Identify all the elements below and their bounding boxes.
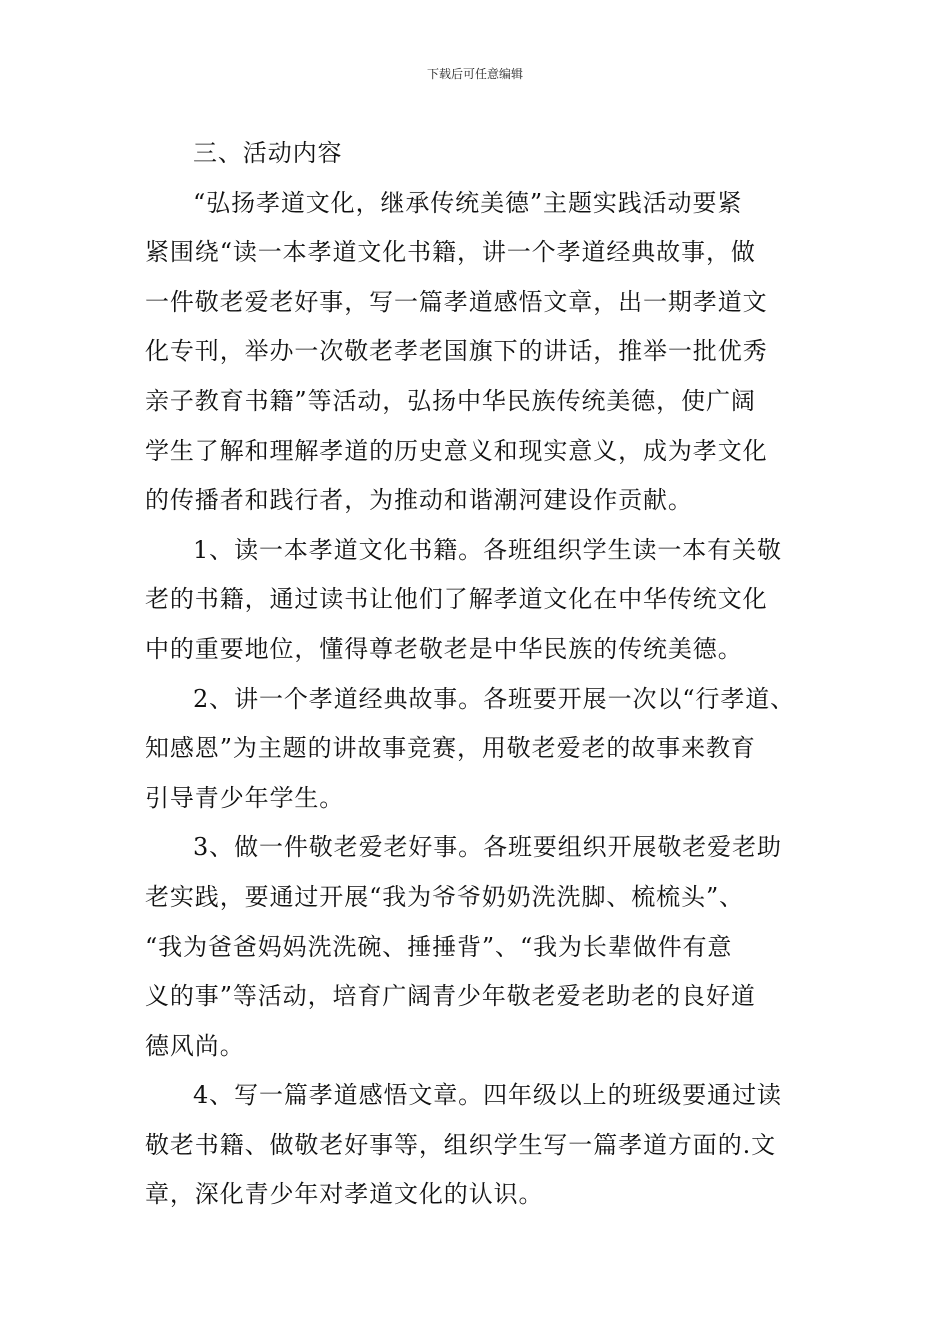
section-heading [145,129,810,179]
item-2-paragraph [145,675,810,824]
text-line: 紧围绕“读一本孝道文化书籍，讲一个孝道经典故事，做 [145,238,756,267]
page-header: 下载后可任意编辑 [426,67,523,81]
text-line: 引导青少年学生。 [145,783,345,812]
text-line: 中的重要地位，懂得尊老敬老是中华民族的传统美德。 [145,634,743,663]
text-line: 敬老书籍、做敬老好事等，组织学生写一篇孝道方面的.文 [145,1130,777,1159]
text-line: 学生了解和理解孝道的历史意义和现实意义，成为孝文化 [145,436,768,465]
item-1-paragraph [145,526,810,675]
text-line: 1、读一本孝道文化书籍。各班组织学生读一本有关敬 [193,535,782,564]
text-line: 一件敬老爱老好事，写一篇孝道感悟文章，出一期孝道文 [145,287,768,316]
item-3-paragraph [145,823,810,1071]
document-body [145,129,810,1220]
text-line: 亲子教育书籍”等活动，弘扬中华民族传统美德，使广阔 [145,386,756,415]
text-line: 的传播者和践行者，为推动和谐潮河建设作贡献。 [145,486,693,515]
text-line: 德风尚。 [145,1031,245,1060]
text-line: 4、写一篇孝道感悟文章。四年级以上的班级要通过读 [193,1081,782,1110]
text-line: “我为爸爸妈妈洗洗碗、捶捶背”、“我为长辈做件有意 [145,932,733,961]
text-line: 2、讲一个孝道经典故事。各班要开展一次以“行孝道、 [193,684,796,713]
item-4-paragraph [145,1071,810,1220]
text-line: 3、做一件敬老爱老好事。各班要组织开展敬老爱老助 [193,833,782,862]
intro-paragraph [145,179,810,526]
text-line: 知感恩”为主题的讲故事竞赛，用敬老爱老的故事来教育 [145,734,756,763]
text-line: 老实践，要通过开展“我为爷爷奶奶洗洗脚、梳梳头”、 [145,882,745,911]
text-line: “弘扬孝道文化，继承传统美德”主题实践活动要紧 [193,188,743,217]
text-line: 章，深化青少年对孝道文化的认识。 [145,1180,544,1209]
text-line: 老的书籍，通过读书让他们了解孝道文化在中华传统文化 [145,585,768,614]
text-line: 义的事”等活动，培育广阔青少年敬老爱老助老的良好道 [145,982,756,1011]
text-line: 三、活动内容 [193,139,343,167]
text-line: 化专刊，举办一次敬老孝老国旗下的讲话，推举一批优秀 [145,337,768,366]
